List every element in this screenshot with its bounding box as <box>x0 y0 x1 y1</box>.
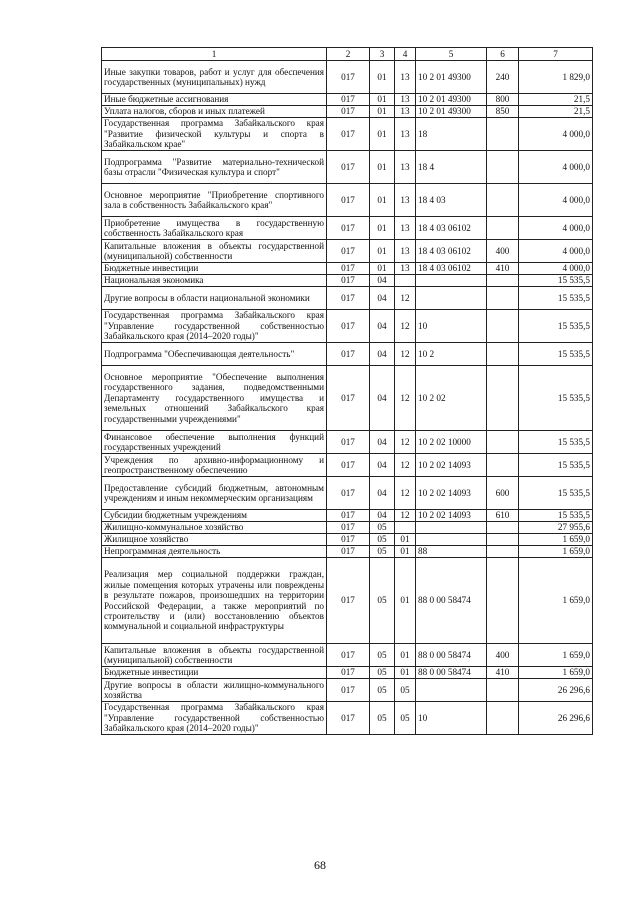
row-name: Жилищное хозяйство <box>102 534 327 546</box>
row-target-article <box>416 534 487 546</box>
row-target-article <box>416 522 487 534</box>
row-ved: 017 <box>327 184 370 217</box>
row-ved: 017 <box>327 106 370 118</box>
row-expense-type <box>487 275 519 287</box>
row-amount: 4 000,0 <box>519 118 593 151</box>
row-name: Бюджетные инвестиции <box>102 263 327 275</box>
row-target-article: 10 2 02 10000 <box>416 431 487 454</box>
row-ved: 017 <box>327 217 370 240</box>
row-subsection: 01 <box>395 546 416 558</box>
row-section: 04 <box>370 343 395 366</box>
row-target-article: 10 <box>416 702 487 735</box>
row-subsection: 12 <box>395 310 416 343</box>
header-col-7: 7 <box>519 48 593 61</box>
row-target-article: 18 4 03 06102 <box>416 217 487 240</box>
row-subsection: 12 <box>395 477 416 510</box>
table-row <box>102 522 593 534</box>
header-col-5: 5 <box>416 48 487 61</box>
row-expense-type: 410 <box>487 263 519 275</box>
row-expense-type <box>487 546 519 558</box>
row-section: 05 <box>370 679 395 702</box>
row-expense-type: 410 <box>487 667 519 679</box>
row-amount: 1 659,0 <box>519 534 593 546</box>
row-name: Государственная программа Забайкальского края "Управление государственной собственностью Забайкальского края (2014–2020 годы)" <box>102 702 327 735</box>
row-ved: 017 <box>327 644 370 667</box>
row-section: 05 <box>370 702 395 735</box>
row-section: 04 <box>370 366 395 431</box>
row-section: 04 <box>370 287 395 310</box>
row-subsection: 13 <box>395 151 416 184</box>
row-subsection: 13 <box>395 184 416 217</box>
row-subsection: 12 <box>395 454 416 477</box>
row-section: 01 <box>370 217 395 240</box>
row-ved: 017 <box>327 558 370 644</box>
row-name: Приобретение имущества в государственную собственность Забайкальского края <box>102 217 327 240</box>
row-expense-type: 240 <box>487 61 519 94</box>
row-amount: 1 659,0 <box>519 546 593 558</box>
row-section: 04 <box>370 510 395 522</box>
table-row <box>102 644 593 667</box>
row-section: 04 <box>370 310 395 343</box>
row-target-article <box>416 679 487 702</box>
row-name: Капитальные вложения в объекты государственной (муниципальной) собственности <box>102 240 327 263</box>
row-ved: 017 <box>327 343 370 366</box>
row-target-article: 88 <box>416 546 487 558</box>
row-section: 05 <box>370 558 395 644</box>
row-ved: 017 <box>327 510 370 522</box>
row-target-article: 18 <box>416 118 487 151</box>
row-amount: 4 000,0 <box>519 217 593 240</box>
table-row <box>102 510 593 522</box>
table-row <box>102 240 593 263</box>
row-amount: 15 535,5 <box>519 431 593 454</box>
table-row <box>102 61 593 94</box>
row-target-article: 10 2 01 49300 <box>416 61 487 94</box>
row-name: Государственная программа Забайкальского края "Управление государственной собственностью Забайкальского края (2014–2020 годы)" <box>102 310 327 343</box>
row-target-article: 10 2 02 14093 <box>416 510 487 522</box>
row-amount: 1 829,0 <box>519 61 593 94</box>
row-target-article <box>416 287 487 310</box>
row-amount: 21,5 <box>519 106 593 118</box>
row-subsection: 13 <box>395 61 416 94</box>
row-section: 01 <box>370 151 395 184</box>
table-row <box>102 118 593 151</box>
row-name: Другие вопросы в области жилищно-коммунального хозяйства <box>102 679 327 702</box>
row-section: 04 <box>370 477 395 510</box>
table-row <box>102 431 593 454</box>
row-section: 01 <box>370 184 395 217</box>
table-row <box>102 217 593 240</box>
row-ved: 017 <box>327 287 370 310</box>
row-subsection: 13 <box>395 106 416 118</box>
row-ved: 017 <box>327 310 370 343</box>
row-amount: 15 535,5 <box>519 454 593 477</box>
row-ved: 017 <box>327 118 370 151</box>
row-expense-type: 400 <box>487 240 519 263</box>
row-amount: 15 535,5 <box>519 287 593 310</box>
row-section: 05 <box>370 534 395 546</box>
budget-sheet <box>101 47 592 735</box>
header-col-6: 6 <box>487 48 519 61</box>
table-row <box>102 702 593 735</box>
row-amount: 4 000,0 <box>519 151 593 184</box>
page-number: 68 <box>314 858 326 872</box>
row-amount: 15 535,5 <box>519 477 593 510</box>
row-name: Жилищно-коммунальное хозяйство <box>102 522 327 534</box>
row-section: 01 <box>370 94 395 106</box>
row-expense-type <box>487 217 519 240</box>
row-section: 01 <box>370 240 395 263</box>
row-ved: 017 <box>327 667 370 679</box>
row-expense-type <box>487 454 519 477</box>
row-name: Другие вопросы в области национальной экономики <box>102 287 327 310</box>
row-target-article: 10 2 02 <box>416 366 487 431</box>
row-ved: 017 <box>327 61 370 94</box>
row-expense-type: 400 <box>487 644 519 667</box>
row-section: 01 <box>370 263 395 275</box>
header-col-4: 4 <box>395 48 416 61</box>
row-target-article <box>416 275 487 287</box>
row-amount: 15 535,5 <box>519 366 593 431</box>
row-subsection: 12 <box>395 510 416 522</box>
row-ved: 017 <box>327 679 370 702</box>
header-row <box>102 48 593 61</box>
row-target-article: 10 2 01 49300 <box>416 106 487 118</box>
row-ved: 017 <box>327 263 370 275</box>
row-target-article: 18 4 <box>416 151 487 184</box>
row-amount: 26 296,6 <box>519 702 593 735</box>
row-section: 04 <box>370 454 395 477</box>
row-expense-type <box>487 702 519 735</box>
row-section: 05 <box>370 644 395 667</box>
row-amount: 1 659,0 <box>519 558 593 644</box>
row-ved: 017 <box>327 702 370 735</box>
row-expense-type: 600 <box>487 477 519 510</box>
table-row <box>102 151 593 184</box>
row-target-article: 10 2 02 14093 <box>416 477 487 510</box>
row-ved: 017 <box>327 546 370 558</box>
row-ved: 017 <box>327 151 370 184</box>
row-name: Бюджетные инвестиции <box>102 667 327 679</box>
row-name: Основное мероприятие "Обеспечение выполнения государственного задания, подведомственными Департаменту государственного имущества и земельных отношений Забайкальского края государственными учреждениями" <box>102 366 327 431</box>
row-name: Национальная экономика <box>102 275 327 287</box>
row-name: Иные закупки товаров, работ и услуг для обеспечения государственных (муниципальных) нужд <box>102 61 327 94</box>
row-name: Иные бюджетные ассигнования <box>102 94 327 106</box>
row-section: 05 <box>370 667 395 679</box>
row-subsection: 12 <box>395 431 416 454</box>
row-section: 01 <box>370 118 395 151</box>
row-target-article: 88 0 00 58474 <box>416 644 487 667</box>
row-name: Реализация мер социальной поддержки граждан, жилые помещения которых утрачены или повреждены в результате пожаров, произошедших на территории Российской Федерации, а также мероприятий по строительству и (или) восстановлению объектов коммунальной и социальной инфраструктуры <box>102 558 327 644</box>
row-section: 05 <box>370 546 395 558</box>
table-row <box>102 106 593 118</box>
row-expense-type <box>487 184 519 217</box>
row-amount: 4 000,0 <box>519 263 593 275</box>
row-ved: 017 <box>327 522 370 534</box>
row-expense-type <box>487 558 519 644</box>
row-ved: 017 <box>327 275 370 287</box>
row-expense-type <box>487 522 519 534</box>
row-target-article: 10 2 01 49300 <box>416 94 487 106</box>
table-row <box>102 310 593 343</box>
row-amount: 15 535,5 <box>519 343 593 366</box>
row-amount: 27 955,6 <box>519 522 593 534</box>
table-row <box>102 263 593 275</box>
row-subsection: 13 <box>395 217 416 240</box>
budget-table <box>101 47 593 735</box>
row-subsection: 13 <box>395 240 416 263</box>
row-amount: 15 535,5 <box>519 510 593 522</box>
header-col-3: 3 <box>370 48 395 61</box>
row-subsection: 13 <box>395 94 416 106</box>
header-col-2: 2 <box>327 48 370 61</box>
row-section: 01 <box>370 61 395 94</box>
row-expense-type <box>487 287 519 310</box>
row-ved: 017 <box>327 240 370 263</box>
row-target-article: 18 4 03 06102 <box>416 263 487 275</box>
row-subsection: 13 <box>395 118 416 151</box>
row-name: Государственная программа Забайкальского края "Развитие физической культуры и спорта в Забайкальском крае" <box>102 118 327 151</box>
row-expense-type: 610 <box>487 510 519 522</box>
row-amount: 1 659,0 <box>519 644 593 667</box>
row-name: Подпрограмма "Обеспечивающая деятельность" <box>102 343 327 366</box>
row-section: 04 <box>370 275 395 287</box>
row-expense-type <box>487 366 519 431</box>
row-amount: 26 296,6 <box>519 679 593 702</box>
row-subsection: 01 <box>395 644 416 667</box>
table-row <box>102 366 593 431</box>
row-expense-type <box>487 431 519 454</box>
row-subsection: 12 <box>395 343 416 366</box>
row-subsection: 13 <box>395 263 416 275</box>
row-subsection <box>395 275 416 287</box>
row-ved: 017 <box>327 366 370 431</box>
row-expense-type <box>487 343 519 366</box>
row-amount: 1 659,0 <box>519 667 593 679</box>
row-ved: 017 <box>327 94 370 106</box>
header-col-1: 1 <box>102 48 327 61</box>
row-amount: 15 535,5 <box>519 275 593 287</box>
row-ved: 017 <box>327 534 370 546</box>
row-expense-type <box>487 534 519 546</box>
row-section: 05 <box>370 522 395 534</box>
row-ved: 017 <box>327 431 370 454</box>
table-row <box>102 534 593 546</box>
row-amount: 21,5 <box>519 94 593 106</box>
row-expense-type: 800 <box>487 94 519 106</box>
table-row <box>102 477 593 510</box>
row-target-article: 18 4 03 <box>416 184 487 217</box>
row-subsection: 12 <box>395 287 416 310</box>
table-body <box>102 61 593 735</box>
row-name: Уплата налогов, сборов и иных платежей <box>102 106 327 118</box>
row-expense-type <box>487 151 519 184</box>
table-row <box>102 184 593 217</box>
row-ved: 017 <box>327 477 370 510</box>
row-name: Основное мероприятие "Приобретение спортивного зала в собственность Забайкальского края" <box>102 184 327 217</box>
table-row <box>102 343 593 366</box>
row-amount: 15 535,5 <box>519 310 593 343</box>
row-expense-type: 850 <box>487 106 519 118</box>
table-row <box>102 94 593 106</box>
row-subsection: 01 <box>395 667 416 679</box>
row-section: 04 <box>370 431 395 454</box>
row-name: Финансовое обеспечение выполнения функций государственных учреждений <box>102 431 327 454</box>
row-target-article: 88 0 00 58474 <box>416 558 487 644</box>
row-subsection: 05 <box>395 702 416 735</box>
row-section: 01 <box>370 106 395 118</box>
row-subsection <box>395 522 416 534</box>
row-subsection: 01 <box>395 558 416 644</box>
row-target-article: 18 4 03 06102 <box>416 240 487 263</box>
row-subsection: 01 <box>395 534 416 546</box>
row-target-article: 10 <box>416 310 487 343</box>
row-name: Подпрограмма "Развитие материально-технической базы отрасли "Физическая культура и спорт" <box>102 151 327 184</box>
row-target-article: 88 0 00 58474 <box>416 667 487 679</box>
row-ved: 017 <box>327 454 370 477</box>
row-amount: 4 000,0 <box>519 240 593 263</box>
row-target-article: 10 2 02 14093 <box>416 454 487 477</box>
row-amount: 4 000,0 <box>519 184 593 217</box>
row-expense-type <box>487 310 519 343</box>
table-row <box>102 667 593 679</box>
row-target-article: 10 2 <box>416 343 487 366</box>
table-row <box>102 679 593 702</box>
table-row <box>102 558 593 644</box>
row-name: Непрограммная деятельность <box>102 546 327 558</box>
row-subsection: 05 <box>395 679 416 702</box>
row-expense-type <box>487 679 519 702</box>
table-row <box>102 454 593 477</box>
row-name: Капитальные вложения в объекты государственной (муниципальной) собственности <box>102 644 327 667</box>
row-subsection: 12 <box>395 366 416 431</box>
row-name: Учреждения по архивно-информационному и геопространственному обеспечению <box>102 454 327 477</box>
row-name: Субсидии бюджетным учреждениям <box>102 510 327 522</box>
table-row <box>102 287 593 310</box>
table-row <box>102 275 593 287</box>
table-row <box>102 546 593 558</box>
row-expense-type <box>487 118 519 151</box>
row-name: Предоставление субсидий бюджетным, автономным учреждениям и иным некоммерческим организациям <box>102 477 327 510</box>
